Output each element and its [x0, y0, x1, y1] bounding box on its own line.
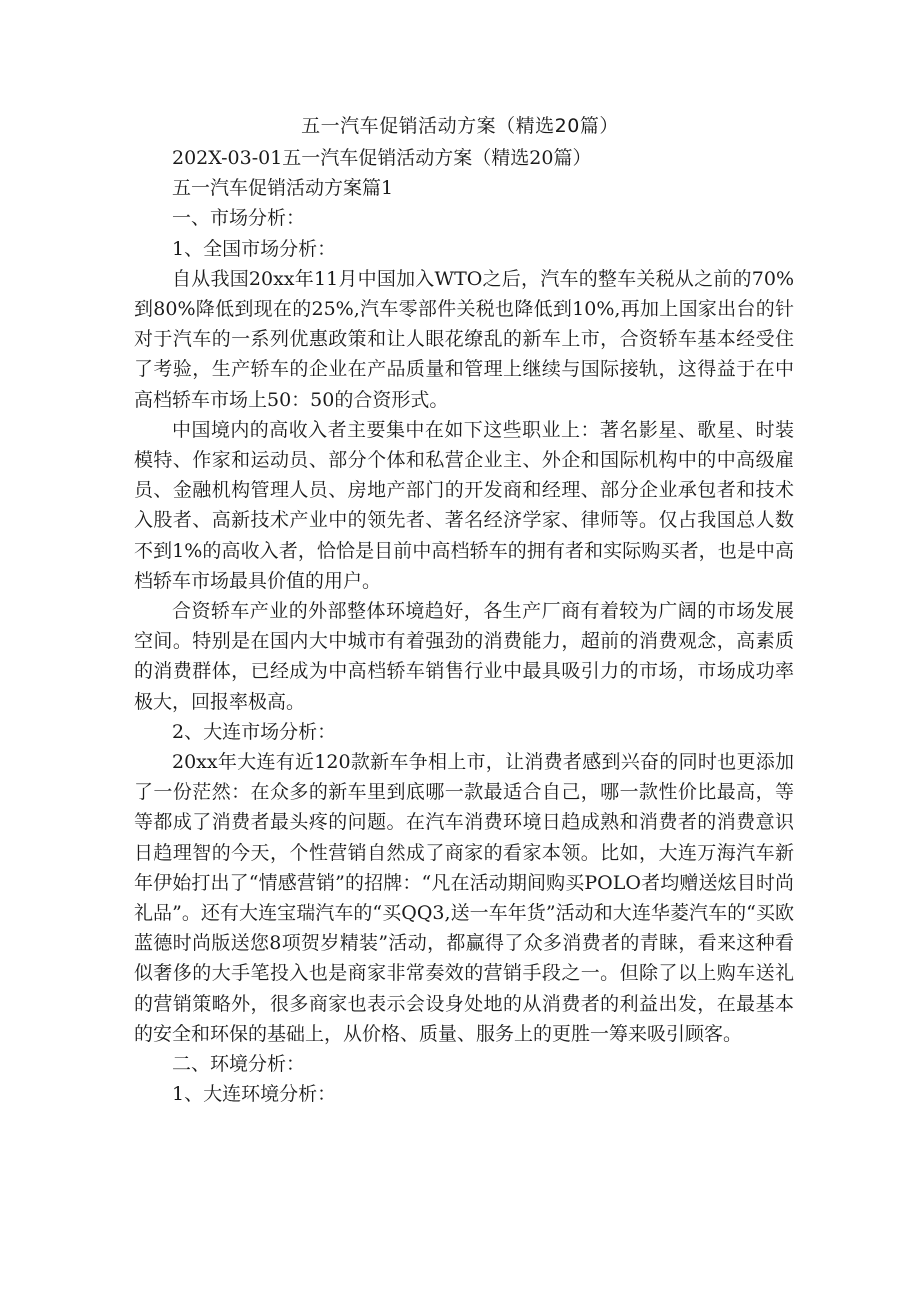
date-line: 202X-03-01五一汽车促销活动方案（精选20篇）	[172, 147, 592, 169]
body-paragraph: 中国境内的高收入者主要集中在如下这些职业上：著名影星、歌星、时装模特、作家和运动员、部分个体和私营企业主、外企和国际机构中的中高级雇员、金融机构管理人员、房地产部门的开发商和经理、部分企业承包者和技术入股者、高新技术产业中的领先者、著名经济学家、律师等。仅占我国总人数不到1%的高收入者，恰恰是目前中高档轿车的拥有者和实际购买者，也是中高档轿车市场最具价值的用户。	[134, 418, 794, 592]
section-heading: 五一汽车促销活动方案篇1	[172, 177, 394, 200]
subsection-heading: 1、全国市场分析：	[172, 237, 337, 260]
subsection-heading: 1、大连环境分析：	[172, 1083, 337, 1106]
body-paragraph: 自从我国20xx年11月中国加入WTO之后，汽车的整车关税从之前的70%到80%降低到现在的25%,汽车零部件关税也降低到10%,再加上国家出台的针对于汽车的一系列优惠政策和让人眼花缭乱的新车上市，合资轿车基本经受住了考验，生产轿车的企业在产品质量和管理上继续与国际接轨，这得益于在中高档轿车市场上50：50的合资形式。	[134, 267, 794, 411]
section-heading: 二、环境分析：	[172, 1053, 306, 1076]
document-title: 五一汽车促销活动方案（精选20篇）	[301, 115, 619, 137]
section-heading: 一、市场分析：	[172, 207, 306, 230]
document-body	[134, 143, 794, 1110]
body-paragraph: 20xx年大连有近120款新车争相上市，让消费者感到兴奋的同时也更添加了一份茫然：在众多的新车里到底哪一款最适合自己，哪一款性价比最高，等等都成了消费者最头疼的问题。在汽车消费环境日趋成熟和消费者的消费意识日趋理智的今天，个性营销自然成了商家的看家本领。比如，大连万海汽车新年伊始打出了“情感营销”的招牌：“凡在活动期间购买POLO者均赠送炫目时尚礼品”。还有大连宝瑞汽车的“买QQ3,送一车年货”活动和大连华菱汽车的“买欧蓝德时尚版送您8项贺岁精装”活动，都赢得了众多消费者的青睐，看来这种看似奢侈的大手笔投入也是商家非常奏效的营销手段之一。但除了以上购车送礼的营销策略外，很多商家也表示会设身处地的从消费者的利益出发，在最基本的安全和环保的基础上，从价格、质量、服务上的更胜一筹来吸引顾客。	[134, 751, 794, 1045]
body-paragraph: 合资轿车产业的外部整体环境趋好，各生产厂商有着较为广阔的市场发展空间。特别是在国内大中城市有着强劲的消费能力，超前的消费观念，高素质的消费群体，已经成为中高档轿车销售行业中最具吸引力的市场，市场成功率极大，回报率极高。	[134, 600, 794, 713]
subsection-heading: 2、大连市场分析：	[172, 720, 337, 743]
